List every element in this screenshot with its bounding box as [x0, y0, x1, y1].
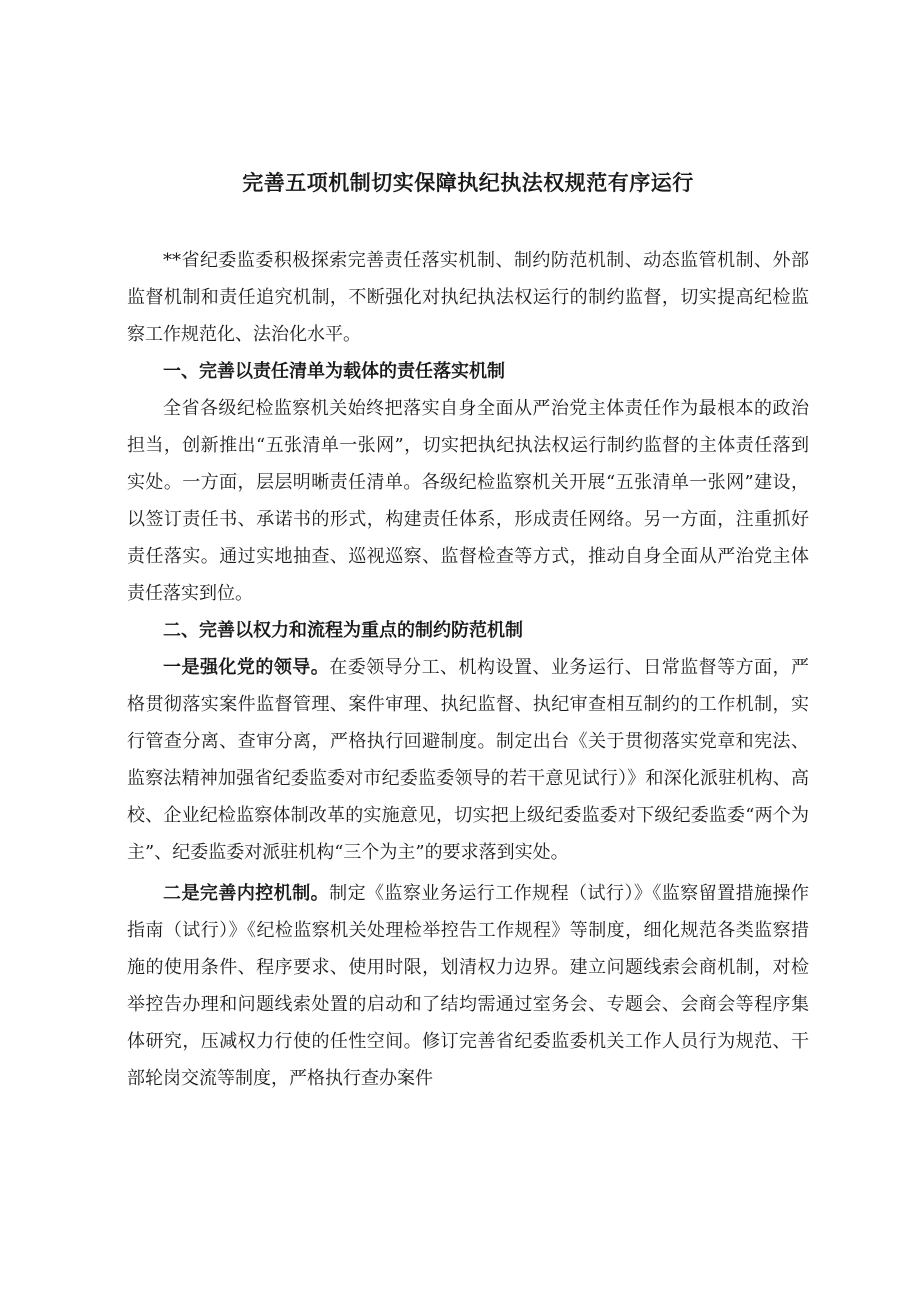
section-1-paragraph: 全省各级纪检监察机关始终把落实自身全面从严治党主体责任作为最根本的政治担当，创新推出“五张清单一张网”，切实把执纪执法权运行制约监督的主体责任落到实处。一方面，层层明晰责任清单。各级纪检监察机关开展“五张清单一张网”建设，以签订责任书、承诺书的形式，构建责任体系，形成责任网络。另一方面，注重抓好责任落实。通过实地抽查、巡视巡察、监督检查等方式，推动自身全面从严治党主体责任落实到位。 [127, 398, 809, 604]
section-2-item-1-paragraph [127, 649, 809, 871]
item-2-body: 制定《监察业务运行工作规程（试行）》《监察留置措施操作指南（试行）》《纪检监察机关处理检举控告工作规程》等制度，细化规范各类监察措施的使用条件、程序要求、使用时限，划清权力边界。建立问题线索会商机制，对检举控告办理和问题线索处置的启动和了结均需通过室务会、专题会、会商会等程序集体研究，压减权力行使的任性空间。修订完善省纪委监委机关工作人员行为规范、干部轮岗交流等制度，严格执行查办案件 [127, 883, 810, 1089]
intro-paragraph: **省纪委监委积极探索完善责任落实机制、制约防范机制、动态监管机制、外部监督机制和责任追究机制，不断强化对执纪执法权运行的制约监督，切实提高纪检监察工作规范化、法治化水平。 [127, 250, 809, 345]
document-title: 完善五项机制切实保障执纪执法权规范有序运行 [242, 171, 694, 195]
document-content [127, 168, 809, 1097]
item-1-body: 在委领导分工、机构设置、业务运行、日常监督等方面，严格贯彻落实案件监督管理、案件审理、执纪监督、执纪审查相互制约的工作机制，实行管查分离、查审分离，严格执行回避制度。制定出台《关于贯彻落实党章和宪法、监察法精神加强省纪委监委对市纪委监委领导的若干意见试行）》和深化派驻机构、高校、企业纪检监察体制改革的实施意见，切实把上级纪委监委对下级纪委监委“两个为主”、纪委监委对派驻机构“三个为主”的要求落到实处。 [127, 657, 809, 863]
section-2-item-2-paragraph [127, 875, 809, 1097]
item-2-lead: 二是完善内控机制。 [163, 883, 330, 904]
item-1-lead: 一是强化党的领导。 [163, 657, 330, 678]
section-2-heading: 二、完善以权力和流程为重点的制约防范机制 [163, 620, 523, 641]
section-1-heading: 一、完善以责任清单为载体的责任落实机制 [163, 361, 505, 382]
